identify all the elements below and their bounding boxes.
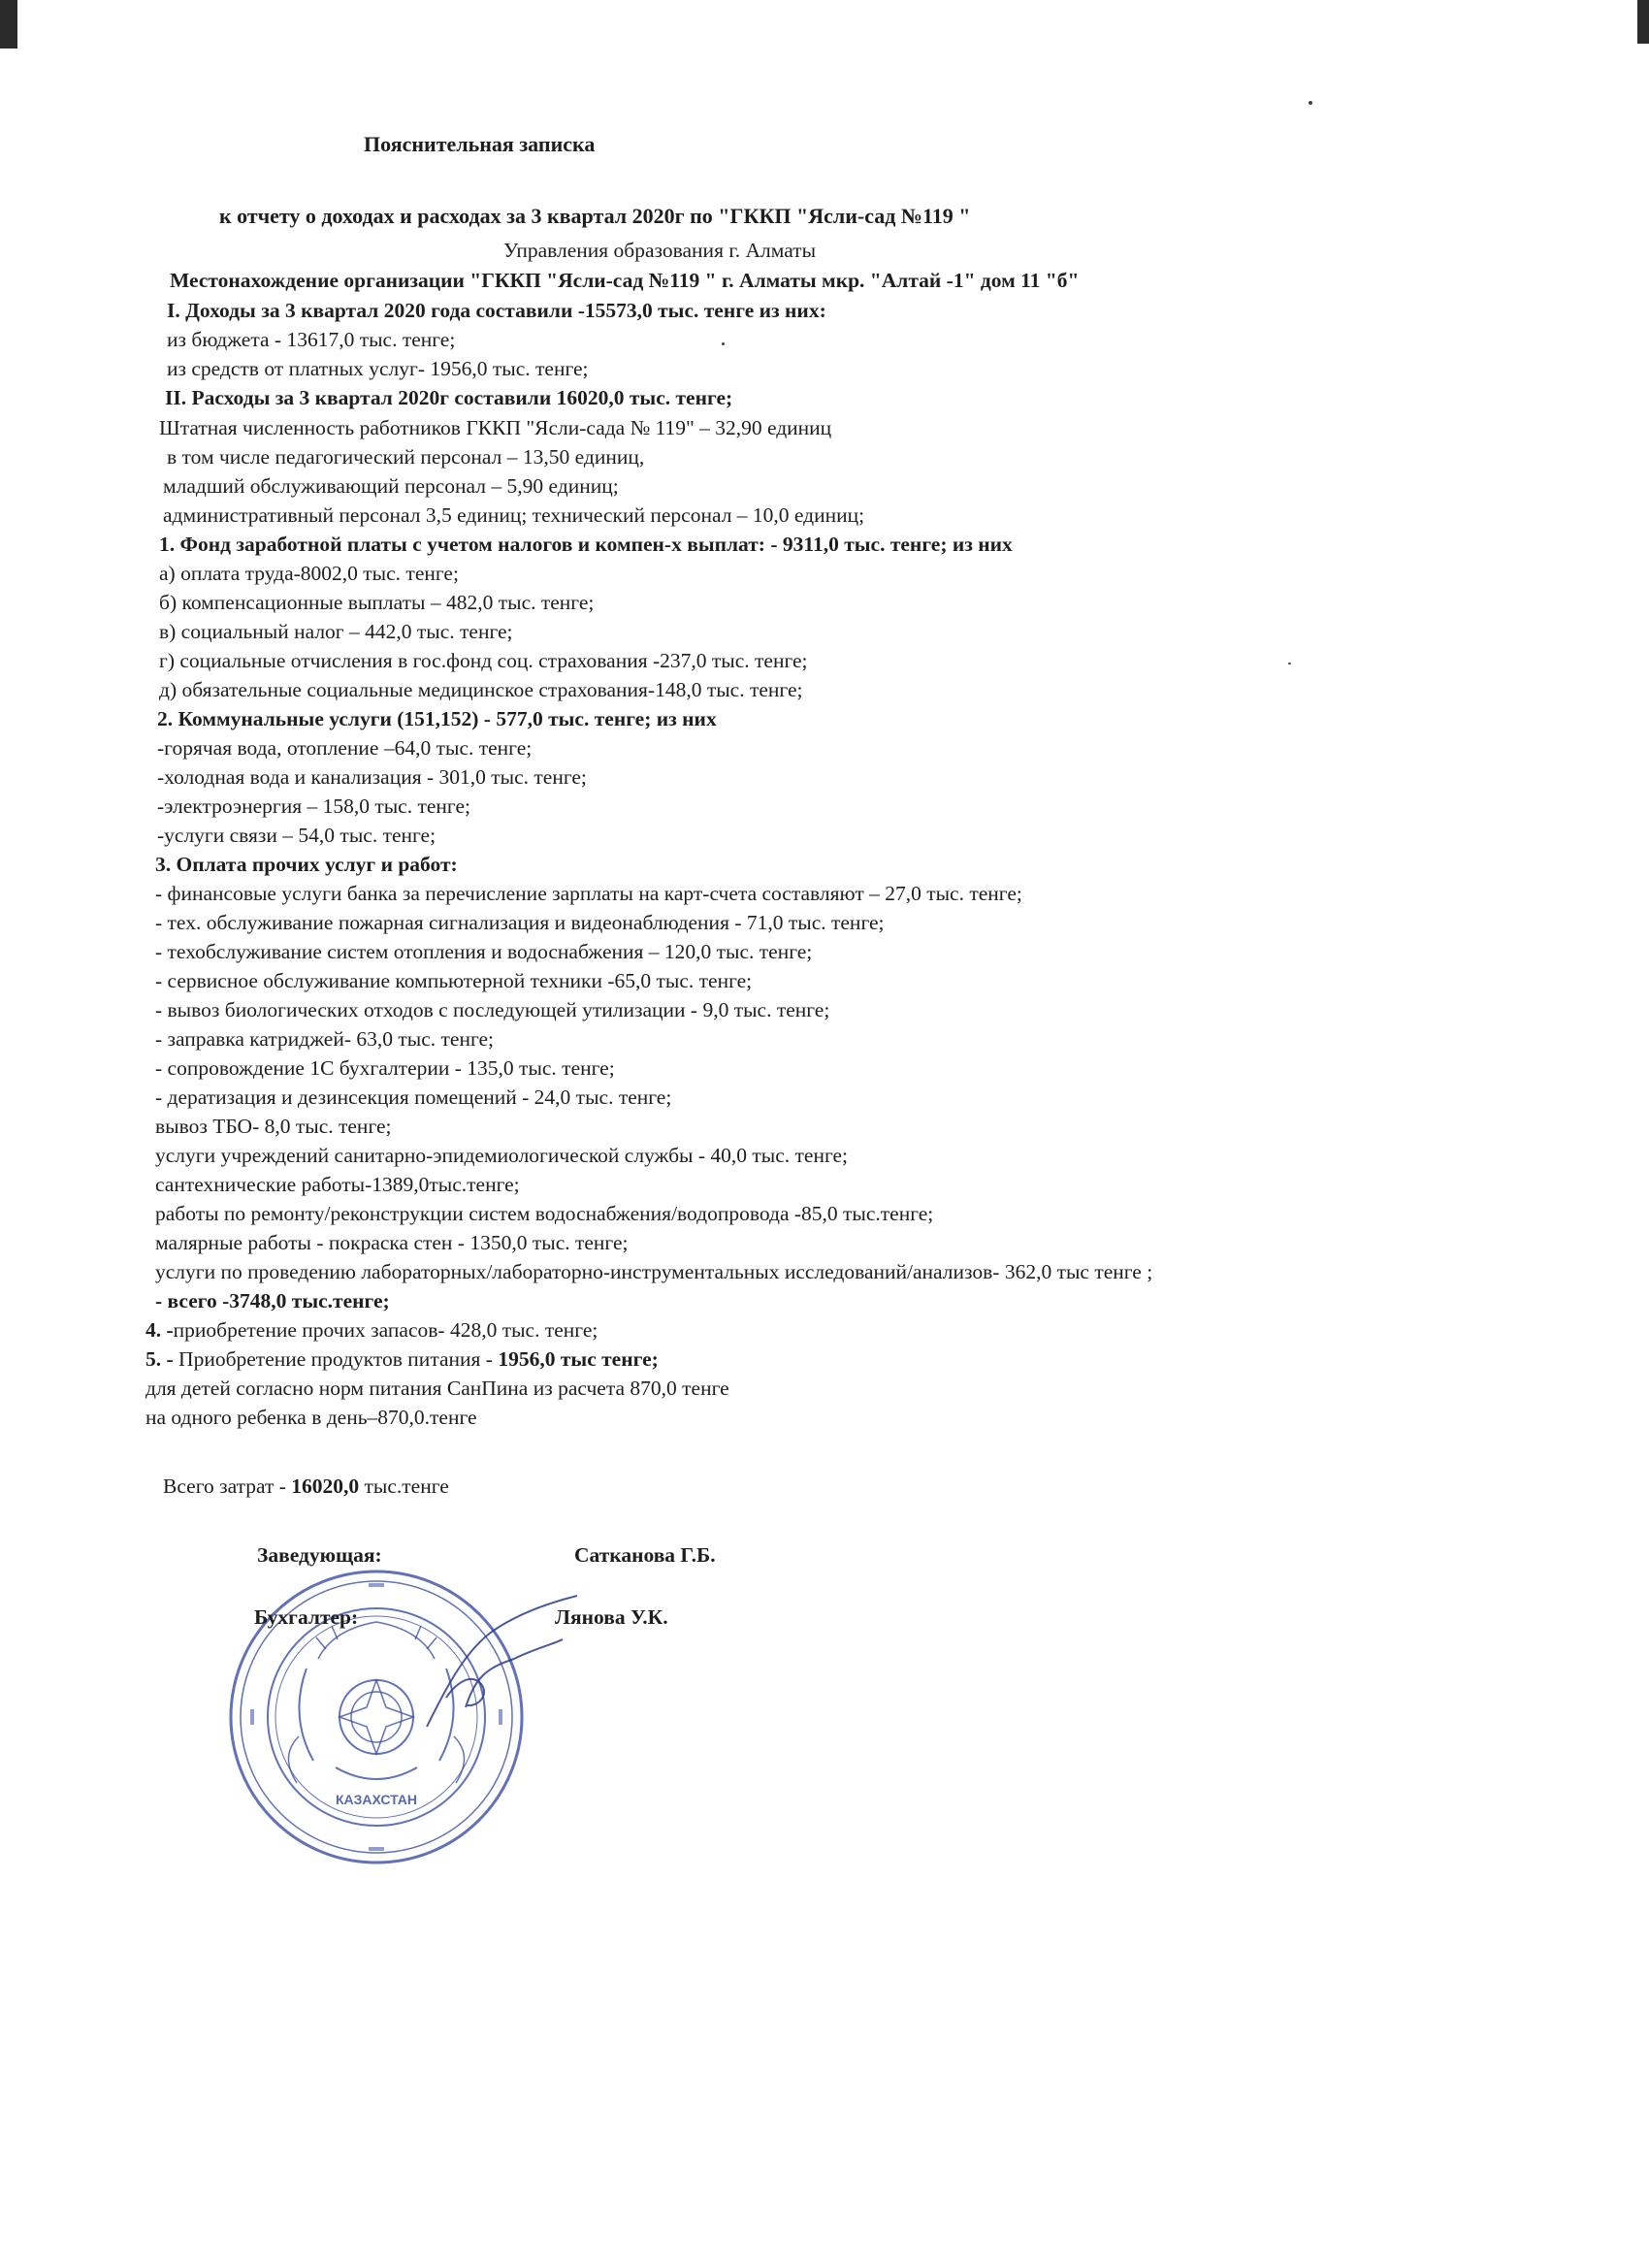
services-item: - заправка катриджей- 63,0 тыс. тенге; xyxy=(155,1027,495,1051)
services-item: вывоз ТБО- 8,0 тыс. тенге; xyxy=(155,1115,392,1138)
department-line: Управления образования г. Алматы xyxy=(503,239,817,262)
services-item: - тех. обслуживание пожарная сигнализация и видеонаблюдения - 71,0 тыс. тенге; xyxy=(155,911,885,934)
head-title: Заведующая: xyxy=(257,1543,382,1567)
staff-line: административный персонал 3,5 единиц; технический персонал – 10,0 единиц; xyxy=(163,503,865,527)
supplies-line xyxy=(146,1317,598,1343)
staff-line: Штатная численность работников ГККП "Ясли-сада № 119" – 32,90 единиц xyxy=(159,416,832,439)
staff-line: в том числе педагогический персонал – 13,50 единиц, xyxy=(167,445,645,469)
services-total: - всего -3748,0 тыс.тенге; xyxy=(155,1289,390,1312)
services-item: сантехнические работы-1389,0тыс.тенге; xyxy=(155,1173,520,1196)
services-item: - сервисное обслуживание компьютерной техники -65,0 тыс. тенге; xyxy=(155,969,753,992)
utilities-item: -услуги связи – 54,0 тыс. тенге; xyxy=(157,824,436,847)
services-item: - дератизация и дезинсекция помещений - 24,0 тыс. тенге; xyxy=(155,1085,672,1109)
seal-country-text: КАЗАХСТАН xyxy=(336,1792,417,1807)
payroll-item: б) компенсационные выплаты – 482,0 тыс. тенге; xyxy=(159,591,595,614)
head-name: Сатканова Г.Б. xyxy=(574,1543,716,1567)
supplies-text: приобретение прочих запасов- 428,0 тыс. тенге; xyxy=(173,1318,598,1342)
expenses-heading: II. Расходы за 3 квартал 2020г составили 16020,0 тыс. тенге; xyxy=(165,386,733,409)
utilities-heading: 2. Коммунальные услуги (151,152) - 577,0 тыс. тенге; из них xyxy=(157,707,717,730)
accountant-name: Лянова У.К. xyxy=(555,1605,668,1629)
income-heading: I. Доходы за 3 квартал 2020 года составили -15573,0 тыс. тенге из них: xyxy=(167,299,826,322)
total-line xyxy=(163,1474,449,1499)
scan-edge-mark xyxy=(1637,0,1649,44)
payroll-item: в) социальный налог – 442,0 тыс. тенге; xyxy=(159,620,513,643)
services-item: - вывоз биологических отходов с последующей утилизации - 9,0 тыс. тенге; xyxy=(155,998,830,1021)
location-line: Местонахождение организации "ГККП "Ясли-сад №119 " г. Алматы мкр. "Алтай -1" дом 11 "б" xyxy=(170,269,1080,292)
payroll-item: а) оплата труда-8002,0 тыс. тенге; xyxy=(159,562,459,585)
scan-speck xyxy=(1288,663,1291,664)
food-number: 5. - xyxy=(146,1347,179,1371)
accountant-title: Бухгалтер: xyxy=(254,1605,359,1629)
services-item: услуги учреждений санитарно-эпидемиологической службы - 40,0 тыс. тенге; xyxy=(155,1144,849,1167)
scan-edge-mark xyxy=(0,0,17,49)
total-amount: 16020,0 xyxy=(291,1474,360,1498)
income-item: из средств от платных услуг- 1956,0 тыс. тенге; xyxy=(167,357,589,380)
services-item: - сопровождение 1С бухгалтерии - 135,0 тыс. тенге; xyxy=(155,1056,615,1080)
services-item: - техобслуживание систем отопления и водоснабжения – 120,0 тыс. тенге; xyxy=(155,940,813,963)
food-text: Приобретение продуктов питания - xyxy=(178,1347,499,1371)
utilities-item: -электроэнергия – 158,0 тыс. тенге; xyxy=(157,794,470,818)
staff-line: младший обслуживающий персонал – 5,90 единиц; xyxy=(163,474,619,498)
food-amount: 1956,0 тыс тенге; xyxy=(498,1347,659,1371)
payroll-item: г) социальные отчисления в гос.фонд соц. страхования -237,0 тыс. тенге; xyxy=(159,649,808,672)
food-note: на одного ребенка в день–870,0.тенге xyxy=(146,1406,477,1429)
food-line xyxy=(146,1346,659,1372)
total-unit: тыс.тенге xyxy=(359,1474,449,1498)
supplies-number: 4. - xyxy=(146,1318,174,1342)
services-item: услуги по проведению лабораторных/лабораторно-инструментальных исследований/анализов- 362,0 тыс тенге ; xyxy=(155,1260,1153,1283)
utilities-item: -горячая вода, отопление –64,0 тыс. тенге; xyxy=(157,736,533,760)
income-item: из бюджета - 13617,0 тыс. тенге; xyxy=(167,328,456,351)
total-label: Всего затрат - xyxy=(163,1474,292,1498)
services-item: работы по ремонту/реконструкции систем водоснабжения/водопровода -85,0 тыс.тенге; xyxy=(155,1202,934,1225)
services-item: малярные работы - покраска стен - 1350,0 тыс. тенге; xyxy=(155,1231,629,1254)
utilities-item: -холодная вода и канализация - 301,0 тыс. тенге; xyxy=(157,765,587,789)
scan-speck xyxy=(1309,101,1312,105)
services-item: - финансовые услуги банка за перечисление зарплаты на карт-счета составляют – 27,0 тыс. тенге; xyxy=(155,882,1022,905)
document-title: Пояснительная записка xyxy=(364,132,596,156)
scan-speck xyxy=(722,342,725,345)
document-subtitle: к отчету о доходах и расходах за 3 квартал 2020г по "ГККП "Ясли-сад №119 " xyxy=(219,204,971,228)
food-note: для детей согласно норм питания СанПина из расчета 870,0 тенге xyxy=(146,1377,729,1400)
payroll-heading: 1. Фонд заработной платы с учетом налогов и компен-х выплат: - 9311,0 тыс. тенге; из них xyxy=(159,533,1013,556)
payroll-item: д) обязательные социальные медицинское страхования-148,0 тыс. тенге; xyxy=(159,678,803,701)
services-heading: 3. Оплата прочих услуг и работ: xyxy=(155,853,458,876)
